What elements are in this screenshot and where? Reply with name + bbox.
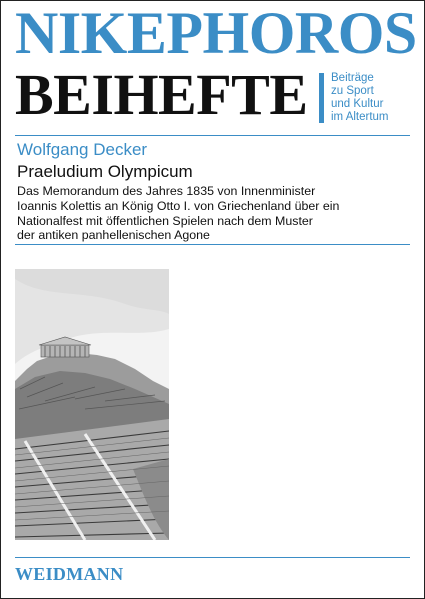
- divider-bottom: [15, 557, 410, 558]
- tagline-line: und Kultur: [331, 98, 384, 110]
- author-name: Wolfgang Decker: [17, 140, 148, 159]
- subtitle-line: der antiken panhellenischen Agone: [17, 228, 210, 243]
- tagline-line: zu Sport: [331, 85, 374, 97]
- publisher-name: WEIDMANN: [15, 564, 124, 584]
- book-title: Praeludium Olympicum: [17, 162, 193, 181]
- acropolis-sketch-image: [15, 269, 169, 540]
- tagline-line: im Altertum: [331, 111, 389, 123]
- subtitle-line: Ioannis Kolettis an König Otto I. von Griechenland über ein: [17, 198, 340, 213]
- divider-middle: [15, 244, 410, 245]
- series-subtitle: BEIHEFTE: [15, 62, 308, 127]
- accent-bar: [319, 73, 324, 123]
- series-tagline: [331, 72, 421, 124]
- cover-illustration: [15, 269, 169, 540]
- divider-top: [15, 135, 410, 136]
- series-title: NIKEPHOROS: [15, 0, 417, 66]
- book-subtitle: [17, 184, 412, 243]
- subtitle-line: Das Memorandum des Jahres 1835 von Innenminister: [17, 184, 316, 198]
- subtitle-line: Nationalfest mit öffentlichen Spielen nach dem Muster: [17, 213, 313, 228]
- tagline-line: Beiträge: [331, 72, 374, 84]
